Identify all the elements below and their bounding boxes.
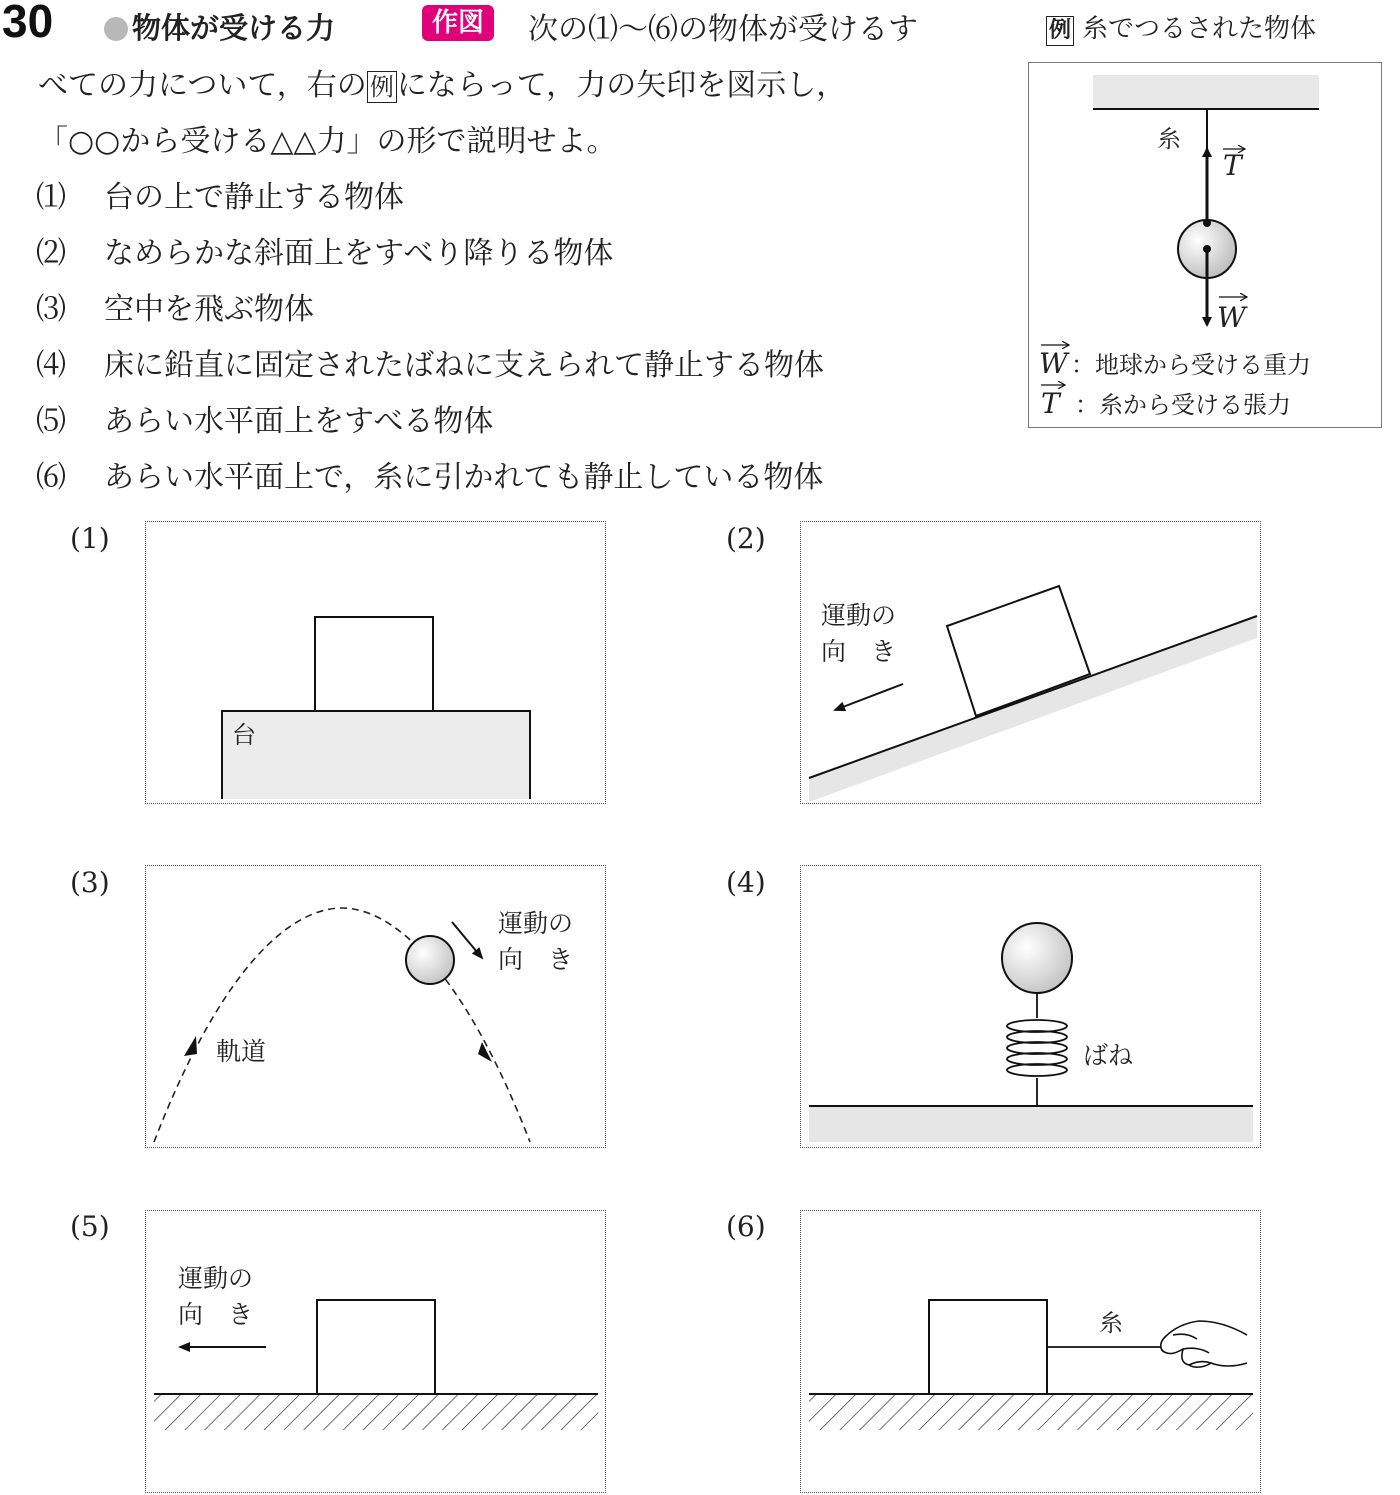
example-title: [1046, 8, 1316, 46]
item-number: ⑴: [36, 180, 66, 215]
figure-4-diagram: [801, 866, 1259, 1146]
weight-symbol: W: [1217, 301, 1246, 334]
problem-text-line2: [38, 60, 846, 104]
motion-label-line2: 向 き: [498, 945, 574, 974]
figure-3-diagram: [146, 866, 604, 1146]
item-number: ⑹: [36, 460, 66, 495]
motion-label-line2: 向 き: [821, 637, 897, 666]
tension-symbol: T: [1223, 149, 1242, 182]
example-string-label: 糸: [1157, 125, 1181, 153]
figure-6-diagram: [801, 1211, 1259, 1491]
example-title-text: 糸でつるされた物体: [1082, 14, 1317, 44]
example-ref-badge: 例: [367, 71, 397, 103]
stand-label: 台: [232, 721, 256, 749]
item-4: [36, 340, 824, 384]
figure-label-6: (6): [726, 1210, 766, 1243]
weight-point: [1203, 245, 1211, 253]
item-text: 床に鉛直に固定されたばねに支えられて静止する物体: [104, 348, 824, 383]
legend-tension-text: ：糸から受ける張力: [1075, 391, 1291, 419]
motion-label-line2: 向 き: [178, 1300, 254, 1329]
item-6: [36, 452, 823, 496]
hand-icon: [1161, 1321, 1247, 1367]
figure-label-2: (2): [726, 522, 766, 555]
item-1: [36, 172, 404, 216]
legend-weight-symbol: W: [1039, 347, 1068, 380]
problem-text-line2b: にならって，力の矢印を図示し，: [396, 68, 847, 103]
item-text: 台の上で静止する物体: [104, 180, 404, 215]
spring-label: ばね: [1083, 1041, 1134, 1070]
trajectory: [154, 908, 530, 1142]
item-text: 空中を飛ぶ物体: [104, 292, 314, 327]
tension-point: [1203, 219, 1211, 227]
figure-label-1: (1): [70, 522, 110, 555]
ceiling: [1093, 75, 1319, 109]
motion-label-line1: 運動の: [498, 909, 574, 938]
figure-panel-1: [145, 521, 606, 804]
figure-panel-6: [800, 1210, 1261, 1493]
legend-tension-symbol: T: [1041, 387, 1060, 420]
string-label: 糸: [1099, 1309, 1123, 1337]
spring: [1007, 992, 1067, 1106]
figure-1-diagram: [146, 522, 604, 802]
block: [317, 1300, 435, 1394]
motion-label-line1: 運動の: [821, 601, 897, 630]
stand: [222, 711, 530, 799]
example-diagram: [1029, 63, 1383, 429]
rough-floor: [809, 1394, 1253, 1430]
figure-panel-4: [800, 865, 1261, 1148]
item-number: ⑸: [36, 404, 66, 439]
motion-label-line1: 運動の: [178, 1264, 254, 1293]
item-number: ⑶: [36, 292, 66, 327]
block: [315, 617, 433, 711]
motion-arrow: [452, 922, 482, 958]
rough-floor: [154, 1394, 598, 1430]
flying-ball: [406, 936, 454, 984]
figure-panel-3: [145, 865, 606, 1148]
problem-text-line3: 「○○から受ける△△力」の形で説明せよ。: [38, 124, 617, 159]
topic-text: 物体が受ける力: [132, 11, 336, 45]
figure-2-diagram: [801, 522, 1259, 802]
figure-label-4: (4): [726, 866, 766, 899]
legend-weight-text: ：地球から受ける重力: [1071, 351, 1311, 379]
example-box: [1028, 62, 1382, 428]
item-text: あらい水平面上で，糸に引かれても静止している物体: [104, 460, 824, 495]
figure-panel-2: [800, 521, 1261, 804]
figure-panel-5: [145, 1210, 606, 1493]
orbit-arrow-up-icon: [184, 1036, 197, 1056]
item-number: ⑵: [36, 236, 66, 271]
problem-text-line2a: べての力について，右の: [38, 68, 367, 103]
motion-arrow: [835, 684, 903, 710]
problem-topic: [104, 6, 335, 47]
problem-text-line1: 次の⑴～⑹の物体が受けるす: [528, 12, 918, 47]
figure-5-diagram: [146, 1211, 604, 1491]
drawing-badge: 作図: [422, 5, 494, 41]
item-5: [36, 396, 493, 440]
block: [929, 1300, 1047, 1394]
ball-on-spring: [1002, 923, 1072, 993]
item-2: [36, 228, 613, 272]
example-badge: 例: [1046, 16, 1074, 46]
item-text: なめらかな斜面上をすべり降りる物体: [104, 236, 614, 271]
item-3: [36, 284, 314, 328]
figure-label-5: (5): [70, 1210, 110, 1243]
item-number: ⑷: [36, 348, 66, 383]
bullet-circle-icon: [104, 17, 128, 41]
item-text: あらい水平面上をすべる物体: [104, 404, 494, 439]
problem-number: 30: [2, 0, 54, 47]
floor: [809, 1106, 1253, 1142]
figure-label-3: (3): [70, 866, 110, 899]
orbit-label: 軌道: [216, 1037, 267, 1066]
